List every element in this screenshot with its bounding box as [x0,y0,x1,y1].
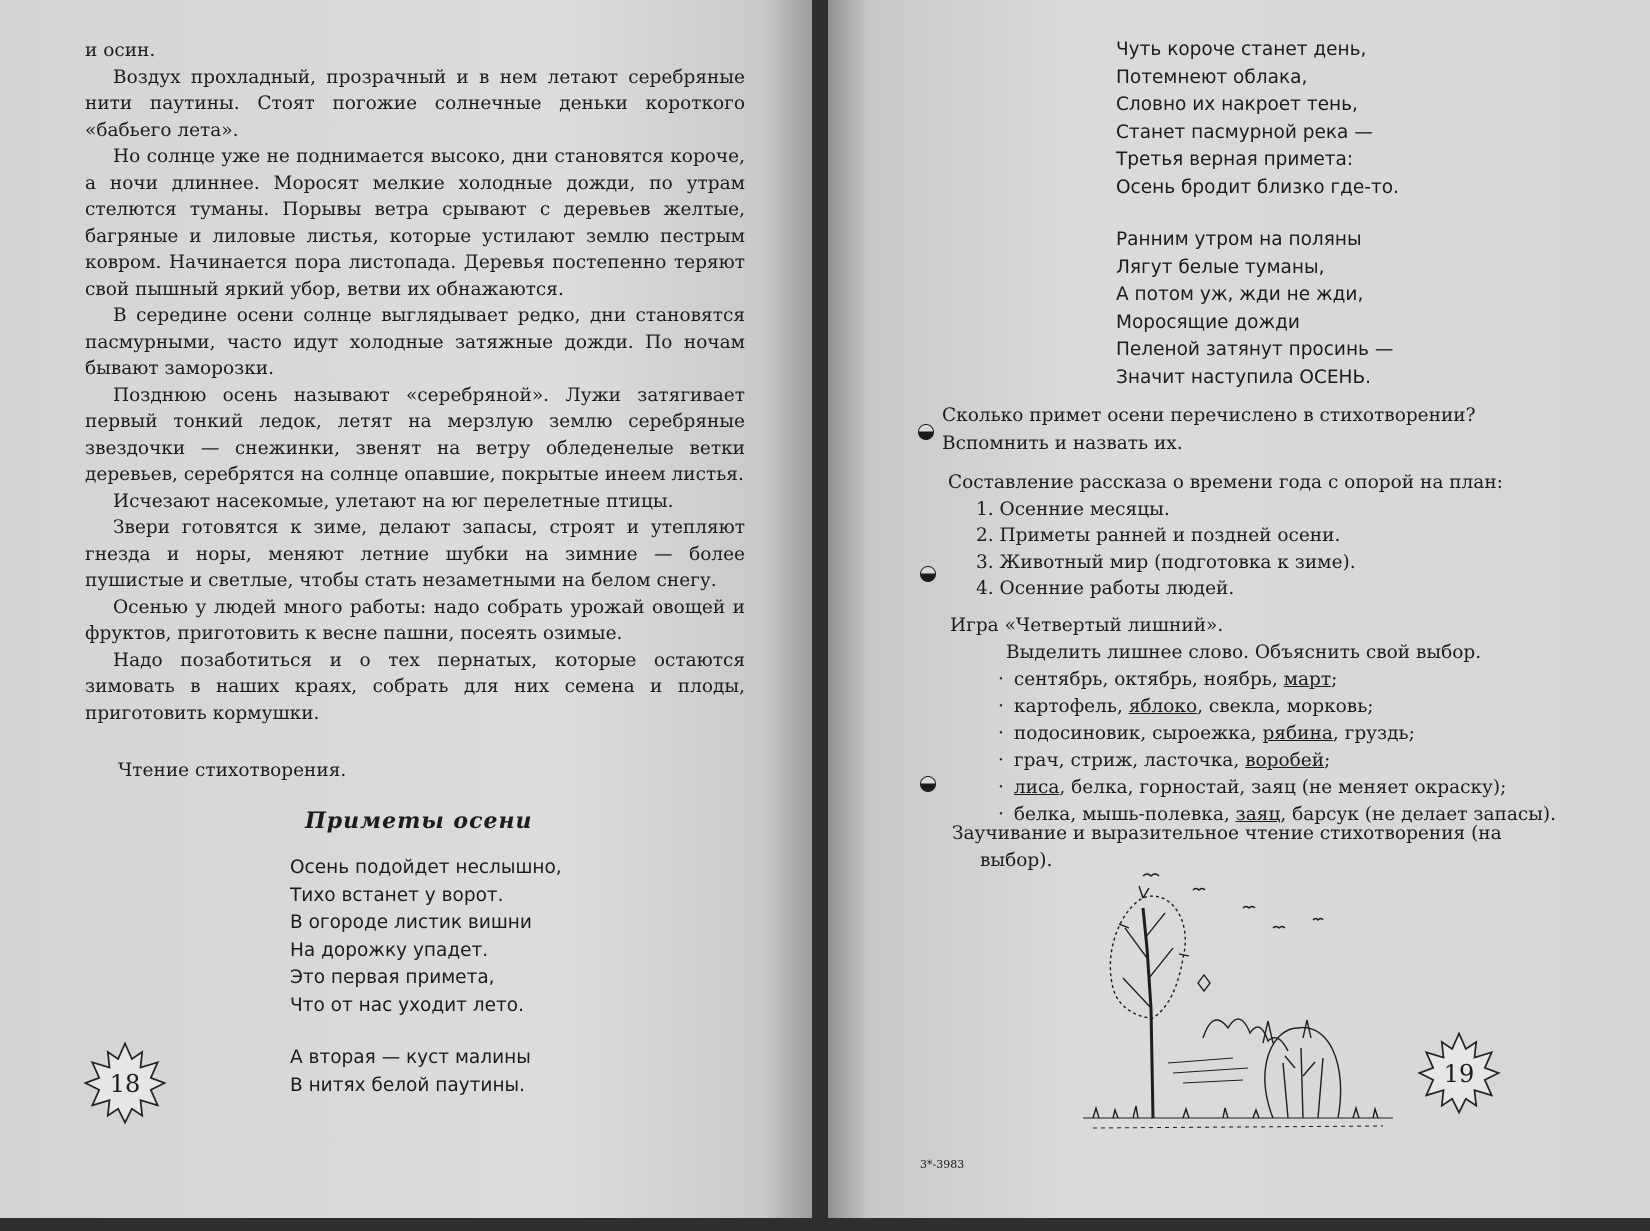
odd-word: яблоко [1128,696,1198,717]
print-code: 3*-3983 [920,1158,965,1171]
game-item [998,720,1590,747]
game-item [998,666,1590,693]
odd-word: рябина [1262,723,1333,744]
body-paragraph: Исчезают насекомые, улетают на юг перелетные птицы. [113,490,674,512]
learn-line: выбор). [980,850,1053,871]
half-circle-marker-icon [920,776,936,792]
plan-item: 2. Приметы ранней и поздней осени. [976,525,1341,546]
poem-line: На дорожку упадет. [290,939,489,961]
left-body-text [85,38,745,727]
game-item-text: картофель, [1013,696,1129,717]
body-paragraph: Воздух прохладный, прозрачный и в нем летают серебряные нити паутины. Стоят погожие солнечные деньки короткого «бабьего лета». [85,66,745,141]
poem-line: Третья верная примета: [1116,149,1354,170]
reading-label: Чтение стихотворения. [118,760,347,781]
game-item-text: подосиновик, сыроежка, [1013,723,1263,744]
autumn-landscape-illustration [1073,868,1403,1133]
left-page [0,0,812,1218]
poem-title: Приметы осени [305,808,533,834]
game-item [998,747,1590,774]
plan-item: 4. Осенние работы людей. [976,578,1235,599]
learn-line: Заучивание и выразительное чтение стихотворения (на [952,823,1502,844]
game-item-text: белка, мышь-полевка, [1013,804,1236,825]
half-circle-marker-icon [920,566,936,582]
right-poem [1116,36,1399,391]
odd-word: лиса [1013,777,1060,798]
poem-line: Значит наступила ОСЕНЬ. [1116,366,1372,388]
game-instruction: Выделить лишнее слово. Объяснить свой выбор. [1006,642,1482,663]
odd-word: заяц [1235,804,1281,825]
maple-leaf-icon [82,1040,168,1126]
body-paragraph: Звери готовятся к зиме, делают запасы, строят и утепляют гнезда и норы, меняют летние шубки на зимние — более пушистые и светлые, чтобы стать незаметными на белом снегу. [85,517,745,591]
learn-instruction [952,820,1572,874]
question-block [942,402,1562,458]
plan-item: 3. Животный мир (подготовка к зиме). [976,551,1356,573]
page-number: 18 [109,1070,141,1098]
poem-line: Что от нас уходит лето. [290,994,524,1016]
plan-title: Составление рассказа о времени года с опорой на план: [948,472,1503,493]
poem-line: А вторая — куст малины [290,1047,531,1068]
question-line: Вспомнить и назвать их. [942,433,1183,454]
poem-line: Ранним утром на поляны [1116,229,1362,250]
body-paragraph: Позднюю осень называют «серебряной». Лужи затягивает первый тонкий ледок, летят на мерзлую землю серебряные звездочки — снежинки, звенят на ветру обледенелые ветки деревьев, серебрятся на солнце опавшие, покрытые инеем листья. [85,384,745,485]
poem-line: А потом уж, жди не жди, [1116,284,1364,305]
game-item-text: грач, стриж, ласточка, [1013,750,1246,771]
poem-line: Чуть короче станет день, [1116,39,1367,60]
game-item [998,693,1590,720]
poem-line: Осень подойдет неслышно, [290,857,562,878]
body-paragraph: Но солнце уже не поднимается высоко, дни становятся короче, а ночи длиннее. Моросят мелкие холодные дожди, по утрам стелются туманы. Порывы ветра срывают с деревьев желтые, багряные и лиловые листья, которые устилают землю пестрым ковром. Начинается пора листопада. Деревья постепенно теряют свой пышный яркий убор, ветви их обнажаются. [85,146,745,300]
game-item-text: , барсук (не делает запасы). [1280,804,1557,825]
game-title: Игра «Четвертый лишний». [950,615,1224,636]
poem-line: Это первая примета, [290,967,495,988]
half-circle-marker-icon [918,424,934,440]
poem-line: Тихо встанет у ворот. [290,884,504,906]
story-plan [948,470,1503,603]
game-item-text: , белка, горностай, заяц (не меняет окраску); [1059,777,1507,798]
poem-line: Осень бродит близко где-то. [1116,176,1399,198]
game-item-text: ; [1331,669,1338,690]
page-number: 19 [1443,1060,1475,1088]
poem-line: Лягут белые туманы, [1116,256,1325,278]
game-item-text: , свекла, морковь; [1197,696,1374,717]
body-paragraph: В середине осени солнце выглядывает редко, дни становятся пасмурными, часто идут холодные затяжные дожди. По ночам бывают заморозки. [85,305,745,379]
poem-line: Станет пасмурной река — [1116,121,1373,143]
poem-line: В огороде листик вишни [290,912,532,933]
poem-line: Моросящие дожди [1116,311,1300,333]
game-list [998,666,1590,828]
game-item-text: сентябрь, октябрь, ноябрь, [1013,669,1284,690]
poem-line: Словно их накроет тень, [1116,94,1358,115]
poem-line: Пеленой затянут просинь — [1116,339,1394,360]
right-page [828,0,1650,1218]
odd-word: март [1283,669,1332,690]
body-paragraph: Осенью у людей много работы: надо собрать урожай овощей и фруктов, приготовить к весне пашни, посеять озимые. [85,596,745,644]
body-paragraph: и осин. [85,40,156,61]
game-item-text: ; [1324,750,1331,771]
game-item-text: , груздь; [1332,723,1415,744]
poem-line: В нитях белой паутины. [290,1074,526,1096]
poem-line: Потемнеют облака, [1116,66,1308,88]
maple-leaf-icon [1416,1030,1502,1116]
game-item [998,774,1590,801]
body-paragraph: Надо позаботиться и о тех пернатых, которые остаются зимовать в наших краях, собрать для них семена и плоды, приготовить кормушки. [85,649,745,724]
game-block [950,612,1590,828]
question-line: Сколько примет осени перечислено в стихотворении? [942,405,1476,426]
odd-word: воробей [1245,750,1325,771]
left-poem [290,854,562,1099]
plan-item: 1. Осенние месяцы. [976,498,1170,520]
